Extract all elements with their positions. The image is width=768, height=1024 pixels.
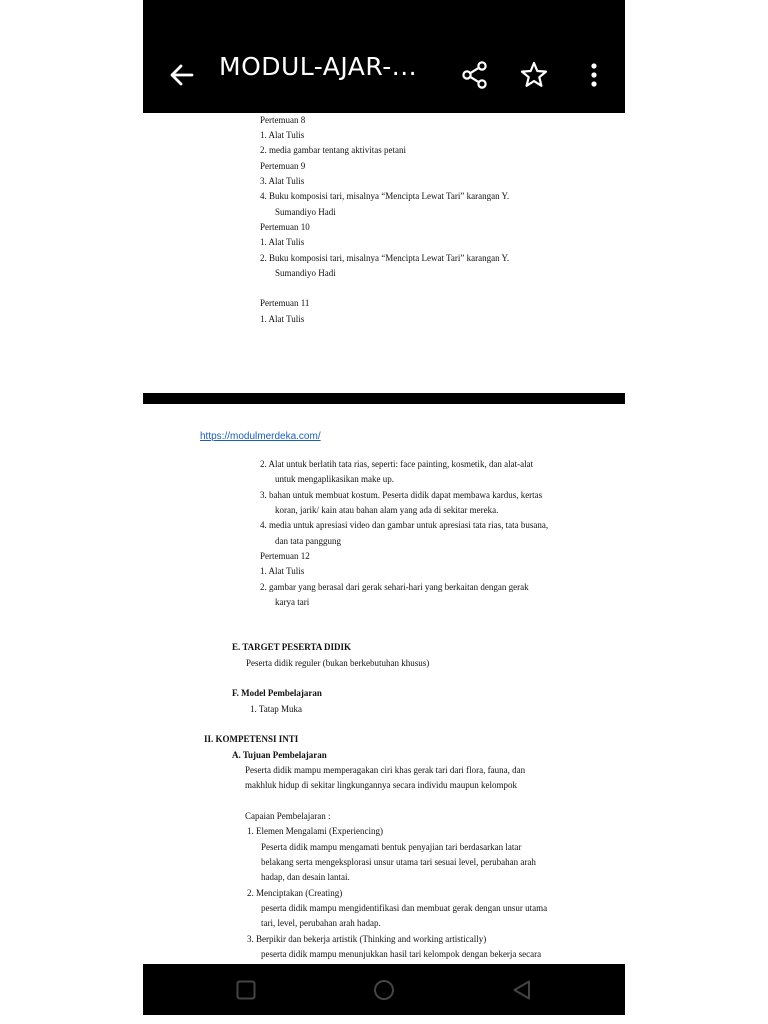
share-icon[interactable] bbox=[460, 60, 490, 90]
section-heading-kompetensi: II. KOMPETENSI INTI bbox=[204, 734, 299, 744]
page2-line: Pertemuan 12 bbox=[260, 551, 310, 561]
page1-line: Sumandiyo Hadi bbox=[275, 207, 336, 217]
section-heading-target: E. TARGET PESERTA DIDIK bbox=[232, 642, 352, 652]
page2-line: koran, jarik/ kain atau bahan alam yang ada di sekitar mereka. bbox=[275, 505, 499, 515]
page1-line: 1. Alat Tulis bbox=[260, 314, 305, 324]
page2-line: Peserta didik reguler (bukan berkebutuhan khusus) bbox=[246, 658, 430, 668]
page2-line: dan tata panggung bbox=[275, 536, 341, 546]
subheading-tujuan: A. Tujuan Pembelajaran bbox=[232, 750, 327, 760]
arrow-left-icon[interactable] bbox=[167, 60, 197, 90]
document-title: MODUL-AJAR-... bbox=[219, 52, 418, 81]
page2-line: untuk mengaplikasikan make up. bbox=[275, 474, 394, 484]
page1-line: 4. Buku komposisi tari, misalnya “Mencipta Lewat Tari” karangan Y. bbox=[260, 191, 510, 201]
phone-screen bbox=[143, 0, 625, 1024]
page2-line: tari, level, perubahan arah hadap. bbox=[261, 918, 381, 928]
page-separator bbox=[143, 393, 625, 404]
circle-home-icon[interactable] bbox=[372, 978, 396, 1002]
page2-line: karya tari bbox=[275, 597, 310, 607]
page2-line: 2. gambar yang berasal dari gerak sehari-hari yang berkaitan dengan gerak bbox=[260, 582, 529, 592]
page1-line: 1. Alat Tulis bbox=[260, 237, 305, 247]
document-page-2[interactable] bbox=[143, 404, 625, 964]
page2-line: Capaian Pembelajaran : bbox=[245, 811, 331, 821]
app-toolbar bbox=[143, 0, 625, 113]
page2-line: Peserta didik mampu memperagakan ciri khas gerak tari dari flora, fauna, dan bbox=[245, 765, 526, 775]
page2-line: 1. Tatap Muka bbox=[250, 704, 302, 714]
page2-line: hadap, dan desain lantai. bbox=[261, 872, 350, 882]
page1-line: Sumandiyo Hadi bbox=[275, 268, 336, 278]
page1-line: Pertemuan 10 bbox=[260, 222, 310, 232]
page2-line: belakang serta mengeksplorasi unsur utama tari sesuai level, perubahan arah bbox=[261, 857, 536, 867]
square-recent-icon[interactable] bbox=[234, 978, 258, 1002]
page1-line: 3. Alat Tulis bbox=[260, 176, 305, 186]
page2-line: Peserta didik mampu mengamati bentuk penyajian tari berdasarkan latar bbox=[261, 842, 522, 852]
page2-line: 3. bahan untuk membuat kostum. Peserta didik dapat membawa kardus, kertas bbox=[260, 490, 543, 500]
page2-line: 2. Alat untuk berlatih tata rias, seperti: face painting, kosmetik, dan alat-alat bbox=[260, 459, 534, 469]
page1-line: Pertemuan 9 bbox=[260, 161, 306, 171]
modulmerdeka-link[interactable]: https://modulmerdeka.com/ bbox=[200, 431, 321, 442]
page1-line: 2. Buku komposisi tari, misalnya “Mencipta Lewat Tari” karangan Y. bbox=[260, 253, 510, 263]
document-page-1[interactable] bbox=[143, 113, 625, 393]
star-icon[interactable] bbox=[519, 60, 549, 90]
page2-line: makhluk hidup di sekitar lingkungannya secara individu maupun kelompok bbox=[245, 780, 517, 790]
page2-line: 3. Berpikir dan bekerja artistik (Thinking and working artistically) bbox=[247, 934, 487, 944]
page2-line: 2. Menciptakan (Creating) bbox=[247, 888, 343, 898]
page1-line: Pertemuan 8 bbox=[260, 115, 306, 125]
triangle-back-icon[interactable] bbox=[510, 978, 534, 1002]
page2-line: peserta didik mampu mengidentifikasi dan membuat gerak dengan unsur utama bbox=[261, 903, 548, 913]
system-nav-bar bbox=[143, 964, 625, 1015]
page2-line: 4. media untuk apresiasi video dan gambar untuk apresiasi tata rias, tata busana, bbox=[260, 520, 549, 530]
page1-line: 2. media gambar tentang aktivitas petani bbox=[260, 145, 406, 155]
page2-line: 1. Alat Tulis bbox=[260, 566, 305, 576]
page2-line: 1. Elemen Mengalami (Experiencing) bbox=[247, 826, 383, 836]
page1-line: Pertemuan 11 bbox=[260, 298, 310, 308]
section-heading-model: F. Model Pembelajaran bbox=[232, 688, 322, 698]
more-vert-icon[interactable] bbox=[579, 60, 609, 90]
page1-line: 1. Alat Tulis bbox=[260, 130, 305, 140]
page2-line: peserta didik mampu menunjukkan hasil tari kelompok dengan bekerja secara bbox=[261, 949, 542, 959]
